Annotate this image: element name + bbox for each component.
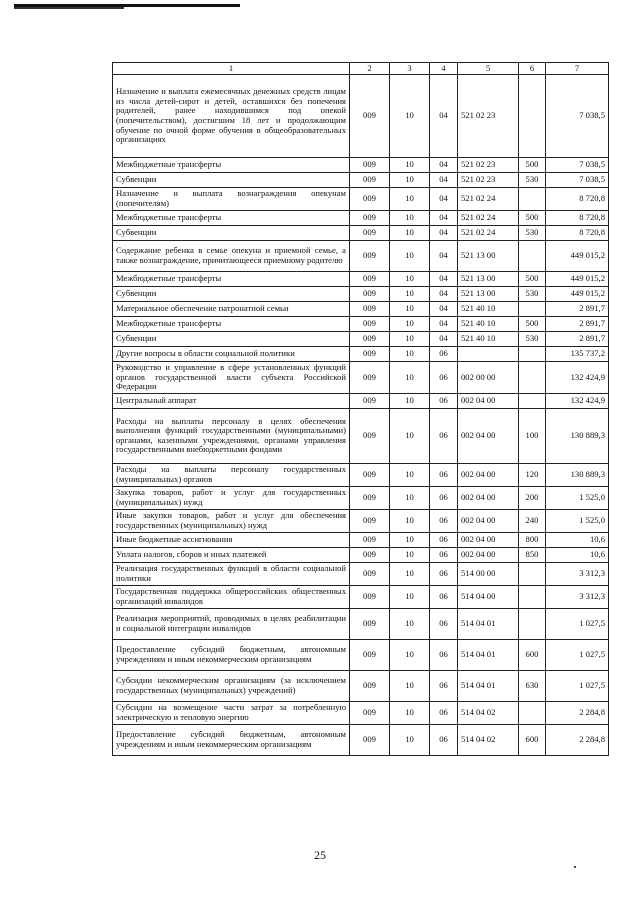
cell-target-article: 002 04 00 bbox=[458, 486, 519, 509]
cell-section: 10 bbox=[390, 509, 430, 532]
cell-subsection: 04 bbox=[430, 332, 458, 347]
cell-section: 10 bbox=[390, 211, 430, 226]
cell-section: 10 bbox=[390, 173, 430, 188]
table-row bbox=[113, 302, 609, 317]
cell-section: 10 bbox=[390, 639, 430, 670]
cell-amount: 130 889,3 bbox=[546, 408, 609, 463]
cell-subsection: 06 bbox=[430, 486, 458, 509]
cell-admin-code: 009 bbox=[350, 547, 390, 562]
table-row bbox=[113, 585, 609, 608]
cell-name: Межбюджетные трансферты bbox=[113, 272, 350, 287]
cell-expense-type: 500 bbox=[519, 211, 546, 226]
cell-expense-type: 100 bbox=[519, 408, 546, 463]
cell-name: Межбюджетные трансферты bbox=[113, 158, 350, 173]
table-row bbox=[113, 362, 609, 394]
cell-admin-code: 009 bbox=[350, 724, 390, 755]
cell-expense-type bbox=[519, 362, 546, 394]
cell-amount: 10,6 bbox=[546, 547, 609, 562]
cell-name: Субсидии некоммерческим организациям (за исключением государственных (муниципальных) учреждений) bbox=[113, 670, 350, 701]
cell-target-article: 521 13 00 bbox=[458, 287, 519, 302]
cell-expense-type bbox=[519, 188, 546, 211]
cell-subsection: 06 bbox=[430, 562, 458, 585]
cell-subsection: 06 bbox=[430, 362, 458, 394]
cell-target-article: 521 02 23 bbox=[458, 75, 519, 158]
cell-section: 10 bbox=[390, 670, 430, 701]
cell-target-article: 514 04 02 bbox=[458, 701, 519, 724]
cell-amount: 8 720,8 bbox=[546, 188, 609, 211]
cell-name: Назначение и выплата вознаграждения опекунам (попечителям) bbox=[113, 188, 350, 211]
cell-expense-type: 240 bbox=[519, 509, 546, 532]
cell-expense-type bbox=[519, 347, 546, 362]
cell-amount: 8 720,8 bbox=[546, 226, 609, 241]
cell-section: 10 bbox=[390, 408, 430, 463]
cell-section: 10 bbox=[390, 724, 430, 755]
cell-target-article: 521 13 00 bbox=[458, 272, 519, 287]
cell-name: Закупка товаров, работ и услуг для государственных (муниципальных) нужд bbox=[113, 486, 350, 509]
header-col-3: 3 bbox=[390, 63, 430, 75]
cell-amount: 7 038,5 bbox=[546, 75, 609, 158]
cell-name: Иные бюджетные ассигнования bbox=[113, 532, 350, 547]
cell-amount: 135 737,2 bbox=[546, 347, 609, 362]
table-row bbox=[113, 608, 609, 639]
cell-admin-code: 009 bbox=[350, 670, 390, 701]
cell-section: 10 bbox=[390, 585, 430, 608]
table-row bbox=[113, 241, 609, 272]
cell-name: Субвенции bbox=[113, 173, 350, 188]
cell-subsection: 06 bbox=[430, 463, 458, 486]
table-body bbox=[113, 75, 609, 756]
cell-subsection: 04 bbox=[430, 287, 458, 302]
cell-admin-code: 009 bbox=[350, 639, 390, 670]
cell-admin-code: 009 bbox=[350, 585, 390, 608]
cell-section: 10 bbox=[390, 347, 430, 362]
cell-amount: 2 891,7 bbox=[546, 302, 609, 317]
cell-name: Руководство и управление в сфере установленных функций органов государственной власти субъекта Российской Федерации bbox=[113, 362, 350, 394]
table-row bbox=[113, 75, 609, 158]
table-row bbox=[113, 287, 609, 302]
cell-amount: 1 525,0 bbox=[546, 509, 609, 532]
cell-subsection: 04 bbox=[430, 317, 458, 332]
header-col-2: 2 bbox=[350, 63, 390, 75]
cell-expense-type: 850 bbox=[519, 547, 546, 562]
cell-expense-type: 800 bbox=[519, 532, 546, 547]
table-row bbox=[113, 486, 609, 509]
scan-speck bbox=[574, 866, 576, 868]
cell-admin-code: 009 bbox=[350, 173, 390, 188]
cell-admin-code: 009 bbox=[350, 332, 390, 347]
table-row bbox=[113, 639, 609, 670]
cell-name: Предоставление субсидий бюджетным, автономным учреждениям и иным некоммерческим организациям bbox=[113, 724, 350, 755]
cell-admin-code: 009 bbox=[350, 226, 390, 241]
page-number: 25 bbox=[314, 848, 326, 862]
cell-expense-type bbox=[519, 302, 546, 317]
cell-target-article: 521 40 10 bbox=[458, 317, 519, 332]
cell-target-article: 002 00 00 bbox=[458, 362, 519, 394]
cell-target-article: 521 40 10 bbox=[458, 332, 519, 347]
cell-target-article: 514 04 01 bbox=[458, 670, 519, 701]
cell-target-article: 521 02 24 bbox=[458, 188, 519, 211]
cell-section: 10 bbox=[390, 701, 430, 724]
cell-expense-type bbox=[519, 241, 546, 272]
cell-subsection: 06 bbox=[430, 639, 458, 670]
cell-admin-code: 009 bbox=[350, 347, 390, 362]
table-row bbox=[113, 317, 609, 332]
cell-section: 10 bbox=[390, 158, 430, 173]
cell-name: Государственная поддержка общероссийских общественных организаций инвалидов bbox=[113, 585, 350, 608]
table-row bbox=[113, 347, 609, 362]
cell-amount: 2 891,7 bbox=[546, 332, 609, 347]
table-row bbox=[113, 532, 609, 547]
header-col-7: 7 bbox=[546, 63, 609, 75]
cell-name: Материальное обеспечение патронатной семьи bbox=[113, 302, 350, 317]
cell-admin-code: 009 bbox=[350, 393, 390, 408]
cell-amount: 7 038,5 bbox=[546, 158, 609, 173]
table-row bbox=[113, 173, 609, 188]
cell-admin-code: 009 bbox=[350, 463, 390, 486]
cell-name: Центральный аппарат bbox=[113, 393, 350, 408]
cell-amount: 10,6 bbox=[546, 532, 609, 547]
cell-amount: 3 312,3 bbox=[546, 562, 609, 585]
cell-name: Содержание ребенка в семье опекуна и приемной семье, а также вознаграждение, причитающееся приемному родителю bbox=[113, 241, 350, 272]
budget-table bbox=[112, 62, 609, 756]
cell-target-article: 521 02 24 bbox=[458, 226, 519, 241]
header-col-5: 5 bbox=[458, 63, 519, 75]
cell-name: Иные закупки товаров, работ и услуг для обеспечения государственных (муниципальных) нужд bbox=[113, 509, 350, 532]
cell-target-article: 521 02 23 bbox=[458, 158, 519, 173]
cell-target-article: 521 40 10 bbox=[458, 302, 519, 317]
cell-target-article: 002 04 00 bbox=[458, 509, 519, 532]
cell-target-article: 514 04 00 bbox=[458, 585, 519, 608]
cell-subsection: 06 bbox=[430, 608, 458, 639]
cell-target-article: 521 02 23 bbox=[458, 173, 519, 188]
cell-subsection: 06 bbox=[430, 701, 458, 724]
cell-subsection: 06 bbox=[430, 670, 458, 701]
cell-section: 10 bbox=[390, 332, 430, 347]
table-row bbox=[113, 393, 609, 408]
table-row bbox=[113, 670, 609, 701]
cell-expense-type: 530 bbox=[519, 226, 546, 241]
cell-subsection: 06 bbox=[430, 347, 458, 362]
cell-admin-code: 009 bbox=[350, 211, 390, 226]
cell-admin-code: 009 bbox=[350, 362, 390, 394]
cell-admin-code: 009 bbox=[350, 408, 390, 463]
table-row bbox=[113, 701, 609, 724]
table-row bbox=[113, 408, 609, 463]
cell-subsection: 04 bbox=[430, 241, 458, 272]
cell-expense-type: 530 bbox=[519, 173, 546, 188]
cell-expense-type: 120 bbox=[519, 463, 546, 486]
cell-subsection: 06 bbox=[430, 509, 458, 532]
cell-subsection: 04 bbox=[430, 211, 458, 226]
cell-amount: 130 889,3 bbox=[546, 463, 609, 486]
header-col-4: 4 bbox=[430, 63, 458, 75]
table-header-row bbox=[113, 63, 609, 75]
cell-section: 10 bbox=[390, 226, 430, 241]
header-col-1: 1 bbox=[113, 63, 350, 75]
cell-section: 10 bbox=[390, 317, 430, 332]
cell-amount: 2 284,8 bbox=[546, 724, 609, 755]
cell-section: 10 bbox=[390, 532, 430, 547]
cell-target-article: 521 13 00 bbox=[458, 241, 519, 272]
table-row bbox=[113, 188, 609, 211]
cell-name: Реализация мероприятий, проводимых в целях реабилитации и социальной интеграции инвалидов bbox=[113, 608, 350, 639]
cell-target-article bbox=[458, 347, 519, 362]
cell-amount: 2 891,7 bbox=[546, 317, 609, 332]
cell-section: 10 bbox=[390, 75, 430, 158]
cell-target-article: 514 04 02 bbox=[458, 724, 519, 755]
cell-name: Субвенции bbox=[113, 287, 350, 302]
cell-subsection: 06 bbox=[430, 585, 458, 608]
cell-expense-type bbox=[519, 585, 546, 608]
cell-amount: 7 038,5 bbox=[546, 173, 609, 188]
cell-subsection: 06 bbox=[430, 408, 458, 463]
cell-name: Расходы на выплаты персоналу в целях обеспечения выполнения функций государственными (муниципальными) органами, казенными учреждениями, органами управления государственными внебюджетными фондами bbox=[113, 408, 350, 463]
cell-subsection: 06 bbox=[430, 547, 458, 562]
cell-expense-type: 530 bbox=[519, 332, 546, 347]
table-row bbox=[113, 562, 609, 585]
cell-amount: 2 284,8 bbox=[546, 701, 609, 724]
cell-target-article: 002 04 00 bbox=[458, 393, 519, 408]
cell-amount: 449 015,2 bbox=[546, 272, 609, 287]
cell-target-article: 514 04 01 bbox=[458, 639, 519, 670]
cell-expense-type: 630 bbox=[519, 670, 546, 701]
cell-subsection: 04 bbox=[430, 226, 458, 241]
table-row bbox=[113, 226, 609, 241]
cell-subsection: 06 bbox=[430, 532, 458, 547]
cell-expense-type: 500 bbox=[519, 272, 546, 287]
cell-admin-code: 009 bbox=[350, 486, 390, 509]
cell-subsection: 06 bbox=[430, 393, 458, 408]
cell-expense-type: 200 bbox=[519, 486, 546, 509]
cell-amount: 1 027,5 bbox=[546, 639, 609, 670]
cell-expense-type: 600 bbox=[519, 639, 546, 670]
cell-subsection: 04 bbox=[430, 188, 458, 211]
cell-admin-code: 009 bbox=[350, 302, 390, 317]
cell-name: Предоставление субсидий бюджетным, автономным учреждениям и иным некоммерческим организациям bbox=[113, 639, 350, 670]
cell-target-article: 514 04 01 bbox=[458, 608, 519, 639]
cell-target-article: 002 04 00 bbox=[458, 532, 519, 547]
top-decorative-rule bbox=[14, 4, 240, 7]
cell-section: 10 bbox=[390, 393, 430, 408]
cell-name: Расходы на выплаты персоналу государственных (муниципальных) органов bbox=[113, 463, 350, 486]
cell-expense-type: 530 bbox=[519, 287, 546, 302]
cell-section: 10 bbox=[390, 486, 430, 509]
cell-expense-type: 600 bbox=[519, 724, 546, 755]
cell-subsection: 04 bbox=[430, 302, 458, 317]
cell-target-article: 002 04 00 bbox=[458, 408, 519, 463]
cell-expense-type bbox=[519, 393, 546, 408]
cell-amount: 449 015,2 bbox=[546, 287, 609, 302]
cell-amount: 132 424,9 bbox=[546, 393, 609, 408]
cell-admin-code: 009 bbox=[350, 509, 390, 532]
cell-admin-code: 009 bbox=[350, 158, 390, 173]
table-row bbox=[113, 463, 609, 486]
cell-name: Субвенции bbox=[113, 332, 350, 347]
cell-admin-code: 009 bbox=[350, 188, 390, 211]
cell-admin-code: 009 bbox=[350, 701, 390, 724]
cell-name: Межбюджетные трансферты bbox=[113, 317, 350, 332]
cell-subsection: 04 bbox=[430, 158, 458, 173]
cell-expense-type: 500 bbox=[519, 158, 546, 173]
cell-target-article: 521 02 24 bbox=[458, 211, 519, 226]
cell-name: Межбюджетные трансферты bbox=[113, 211, 350, 226]
cell-target-article: 002 04 00 bbox=[458, 547, 519, 562]
cell-section: 10 bbox=[390, 272, 430, 287]
cell-admin-code: 009 bbox=[350, 317, 390, 332]
cell-target-article: 002 04 00 bbox=[458, 463, 519, 486]
cell-expense-type: 500 bbox=[519, 317, 546, 332]
cell-amount: 132 424,9 bbox=[546, 362, 609, 394]
cell-name: Уплата налогов, сборов и иных платежей bbox=[113, 547, 350, 562]
cell-section: 10 bbox=[390, 608, 430, 639]
cell-target-article: 514 00 00 bbox=[458, 562, 519, 585]
table-row bbox=[113, 211, 609, 226]
cell-expense-type bbox=[519, 562, 546, 585]
cell-admin-code: 009 bbox=[350, 241, 390, 272]
cell-amount: 1 027,5 bbox=[546, 670, 609, 701]
cell-name: Реализация государственных функций в области социальной политики bbox=[113, 562, 350, 585]
cell-expense-type bbox=[519, 75, 546, 158]
cell-amount: 8 720,8 bbox=[546, 211, 609, 226]
cell-section: 10 bbox=[390, 302, 430, 317]
table-row bbox=[113, 332, 609, 347]
cell-name: Другие вопросы в области социальной политики bbox=[113, 347, 350, 362]
table-row bbox=[113, 158, 609, 173]
header-col-6: 6 bbox=[519, 63, 546, 75]
cell-admin-code: 009 bbox=[350, 75, 390, 158]
table-row bbox=[113, 272, 609, 287]
cell-subsection: 06 bbox=[430, 724, 458, 755]
cell-admin-code: 009 bbox=[350, 608, 390, 639]
cell-amount: 3 312,3 bbox=[546, 585, 609, 608]
table-row bbox=[113, 509, 609, 532]
cell-expense-type bbox=[519, 701, 546, 724]
cell-admin-code: 009 bbox=[350, 532, 390, 547]
cell-section: 10 bbox=[390, 362, 430, 394]
cell-subsection: 04 bbox=[430, 173, 458, 188]
cell-amount: 1 525,0 bbox=[546, 486, 609, 509]
cell-name: Субсидии на возмещение части затрат за потребленную электрическую и тепловую энергию bbox=[113, 701, 350, 724]
cell-section: 10 bbox=[390, 547, 430, 562]
cell-section: 10 bbox=[390, 562, 430, 585]
cell-subsection: 04 bbox=[430, 272, 458, 287]
cell-admin-code: 009 bbox=[350, 287, 390, 302]
cell-name: Субвенции bbox=[113, 226, 350, 241]
cell-admin-code: 009 bbox=[350, 562, 390, 585]
cell-amount: 449 015,2 bbox=[546, 241, 609, 272]
cell-amount: 1 027,5 bbox=[546, 608, 609, 639]
cell-section: 10 bbox=[390, 188, 430, 211]
cell-section: 10 bbox=[390, 241, 430, 272]
cell-name: Назначение и выплата ежемесячных денежных средств лицам из числа детей-сирот и детей, оставшихся без попечения родителей, ранее находившимся под опекой (попечительством), достигшим 18 лет и продолжающим обучение по очной форме обучения в общеобразовательных организациях bbox=[113, 75, 350, 158]
cell-admin-code: 009 bbox=[350, 272, 390, 287]
cell-subsection: 04 bbox=[430, 75, 458, 158]
table-row bbox=[113, 724, 609, 755]
cell-section: 10 bbox=[390, 287, 430, 302]
cell-section: 10 bbox=[390, 463, 430, 486]
table-row bbox=[113, 547, 609, 562]
cell-expense-type bbox=[519, 608, 546, 639]
